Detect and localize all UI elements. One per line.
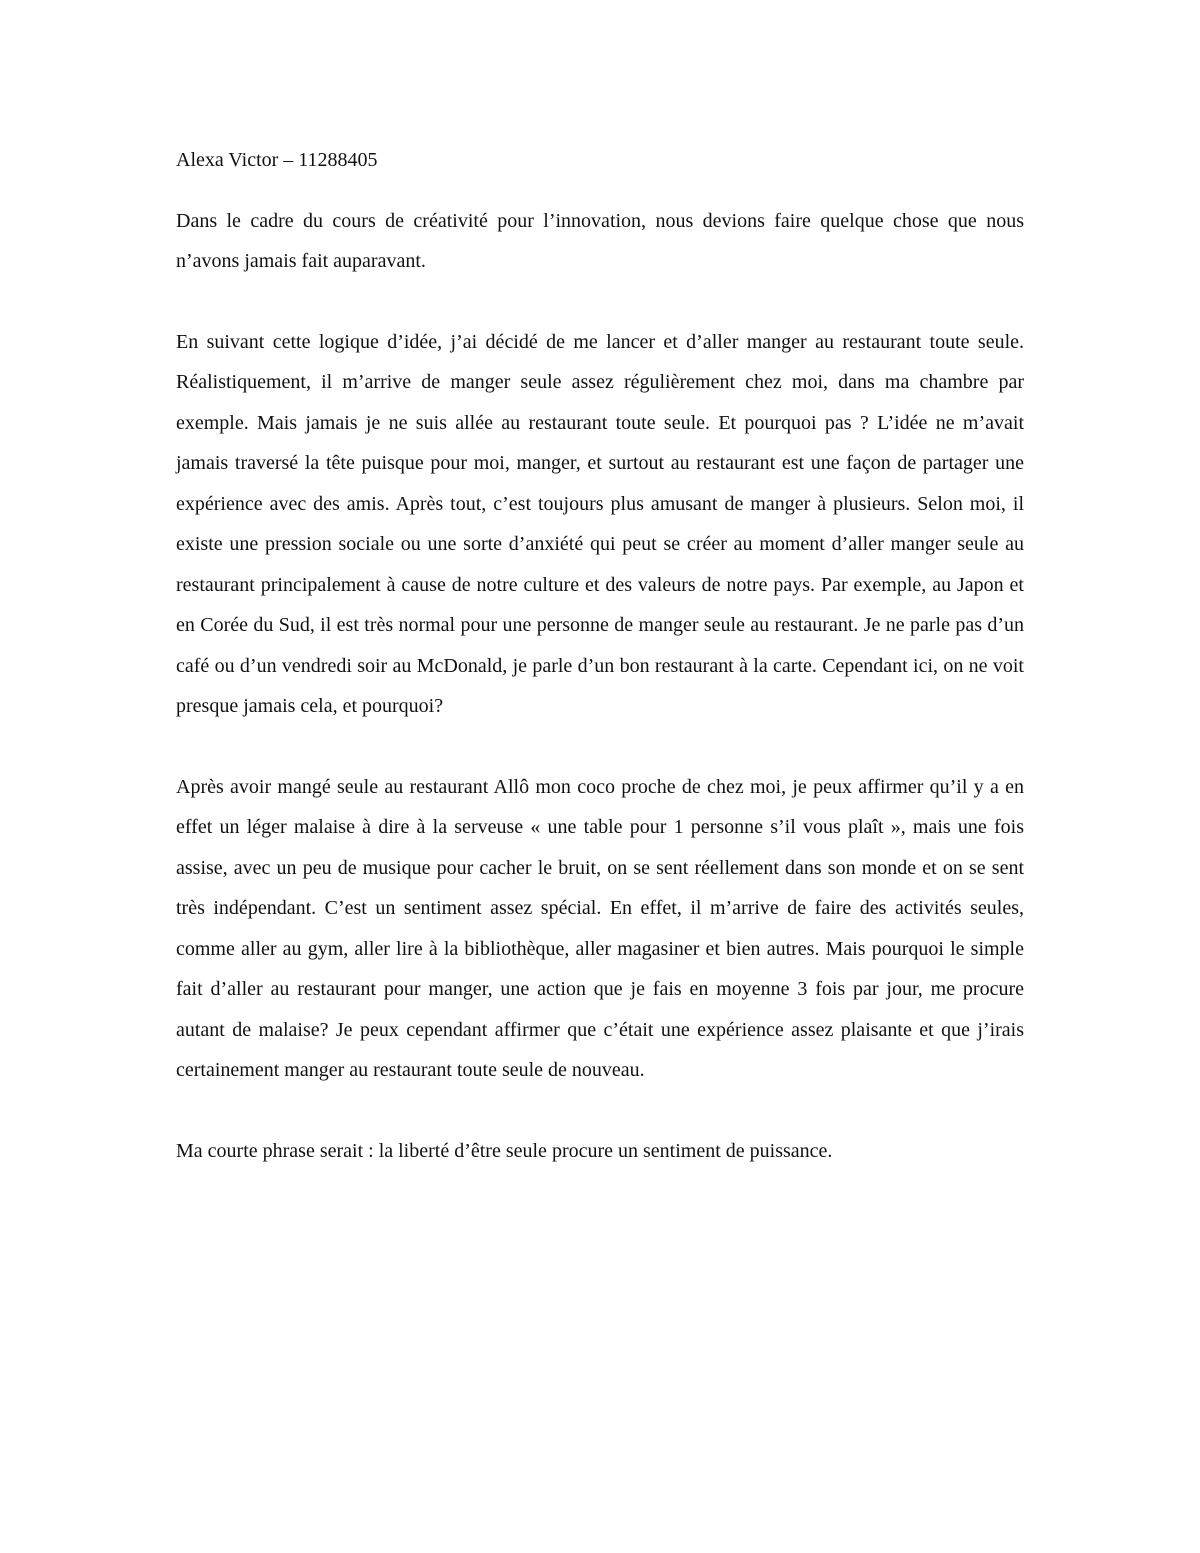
document-page bbox=[176, 140, 1024, 1211]
author-header: Alexa Victor – 11288405 bbox=[176, 149, 378, 171]
paragraph-intro: Dans le cadre du cours de créativité pour l’innovation, nous devions faire quelque chose que nous n’avons jamais fait auparavant. bbox=[176, 209, 1024, 272]
spacer bbox=[176, 181, 1024, 201]
paragraph-conclusion: Ma courte phrase serait : la liberté d’être seule procure un sentiment de puissance. bbox=[176, 1139, 833, 1162]
paragraph-experience: Après avoir mangé seule au restaurant Allô mon coco proche de chez moi, je peux affirmer qu’il y a en effet un léger malaise à dire à la serveuse « une table pour 1 personne s’il vous plaît », mais une fois assise, avec un peu de musique pour cacher le bruit, on se sent réellement dans son monde et on se sent très indépendant. C’est un sentiment assez spécial. En effet, il m’arrive de faire des activités seules, comme aller au gym, aller lire à la bibliothèque, aller magasiner et bien autres. Mais pourquoi le simple fait d’aller au restaurant pour manger, une action que je fais en moyenne 3 fois par jour, me procure autant de malaise? Je peux cependant affirmer que c’était une expérience assez plaisante et que j’irais certainement manger au restaurant toute seule de nouveau. bbox=[176, 775, 1024, 1081]
paragraph-context: En suivant cette logique d’idée, j’ai décidé de me lancer et d’aller manger au restaurant toute seule. Réalistiquement, il m’arrive de manger seule assez régulièrement chez moi, dans ma chambre par exemple. Mais jamais je ne suis allée au restaurant toute seule. Et pourquoi pas ? L’idée ne m’avait jamais traversé la tête puisque pour moi, manger, et surtout au restaurant est une façon de partager une expérience avec des amis. Après tout, c’est toujours plus amusant de manger à plusieurs. Selon moi, il existe une pression sociale ou une sorte d’anxiété qui peut se créer au moment d’aller manger seule au restaurant principalement à cause de notre culture et des valeurs de notre pays. Par exemple, au Japon et en Corée du Sud, il est très normal pour une personne de manger seule au restaurant. Je ne parle pas d’un café ou d’un vendredi soir au McDonald, je parle d’un bon restaurant à la carte. Cependant ici, on ne voit presque jamais cela, et pourquoi? bbox=[176, 330, 1024, 717]
